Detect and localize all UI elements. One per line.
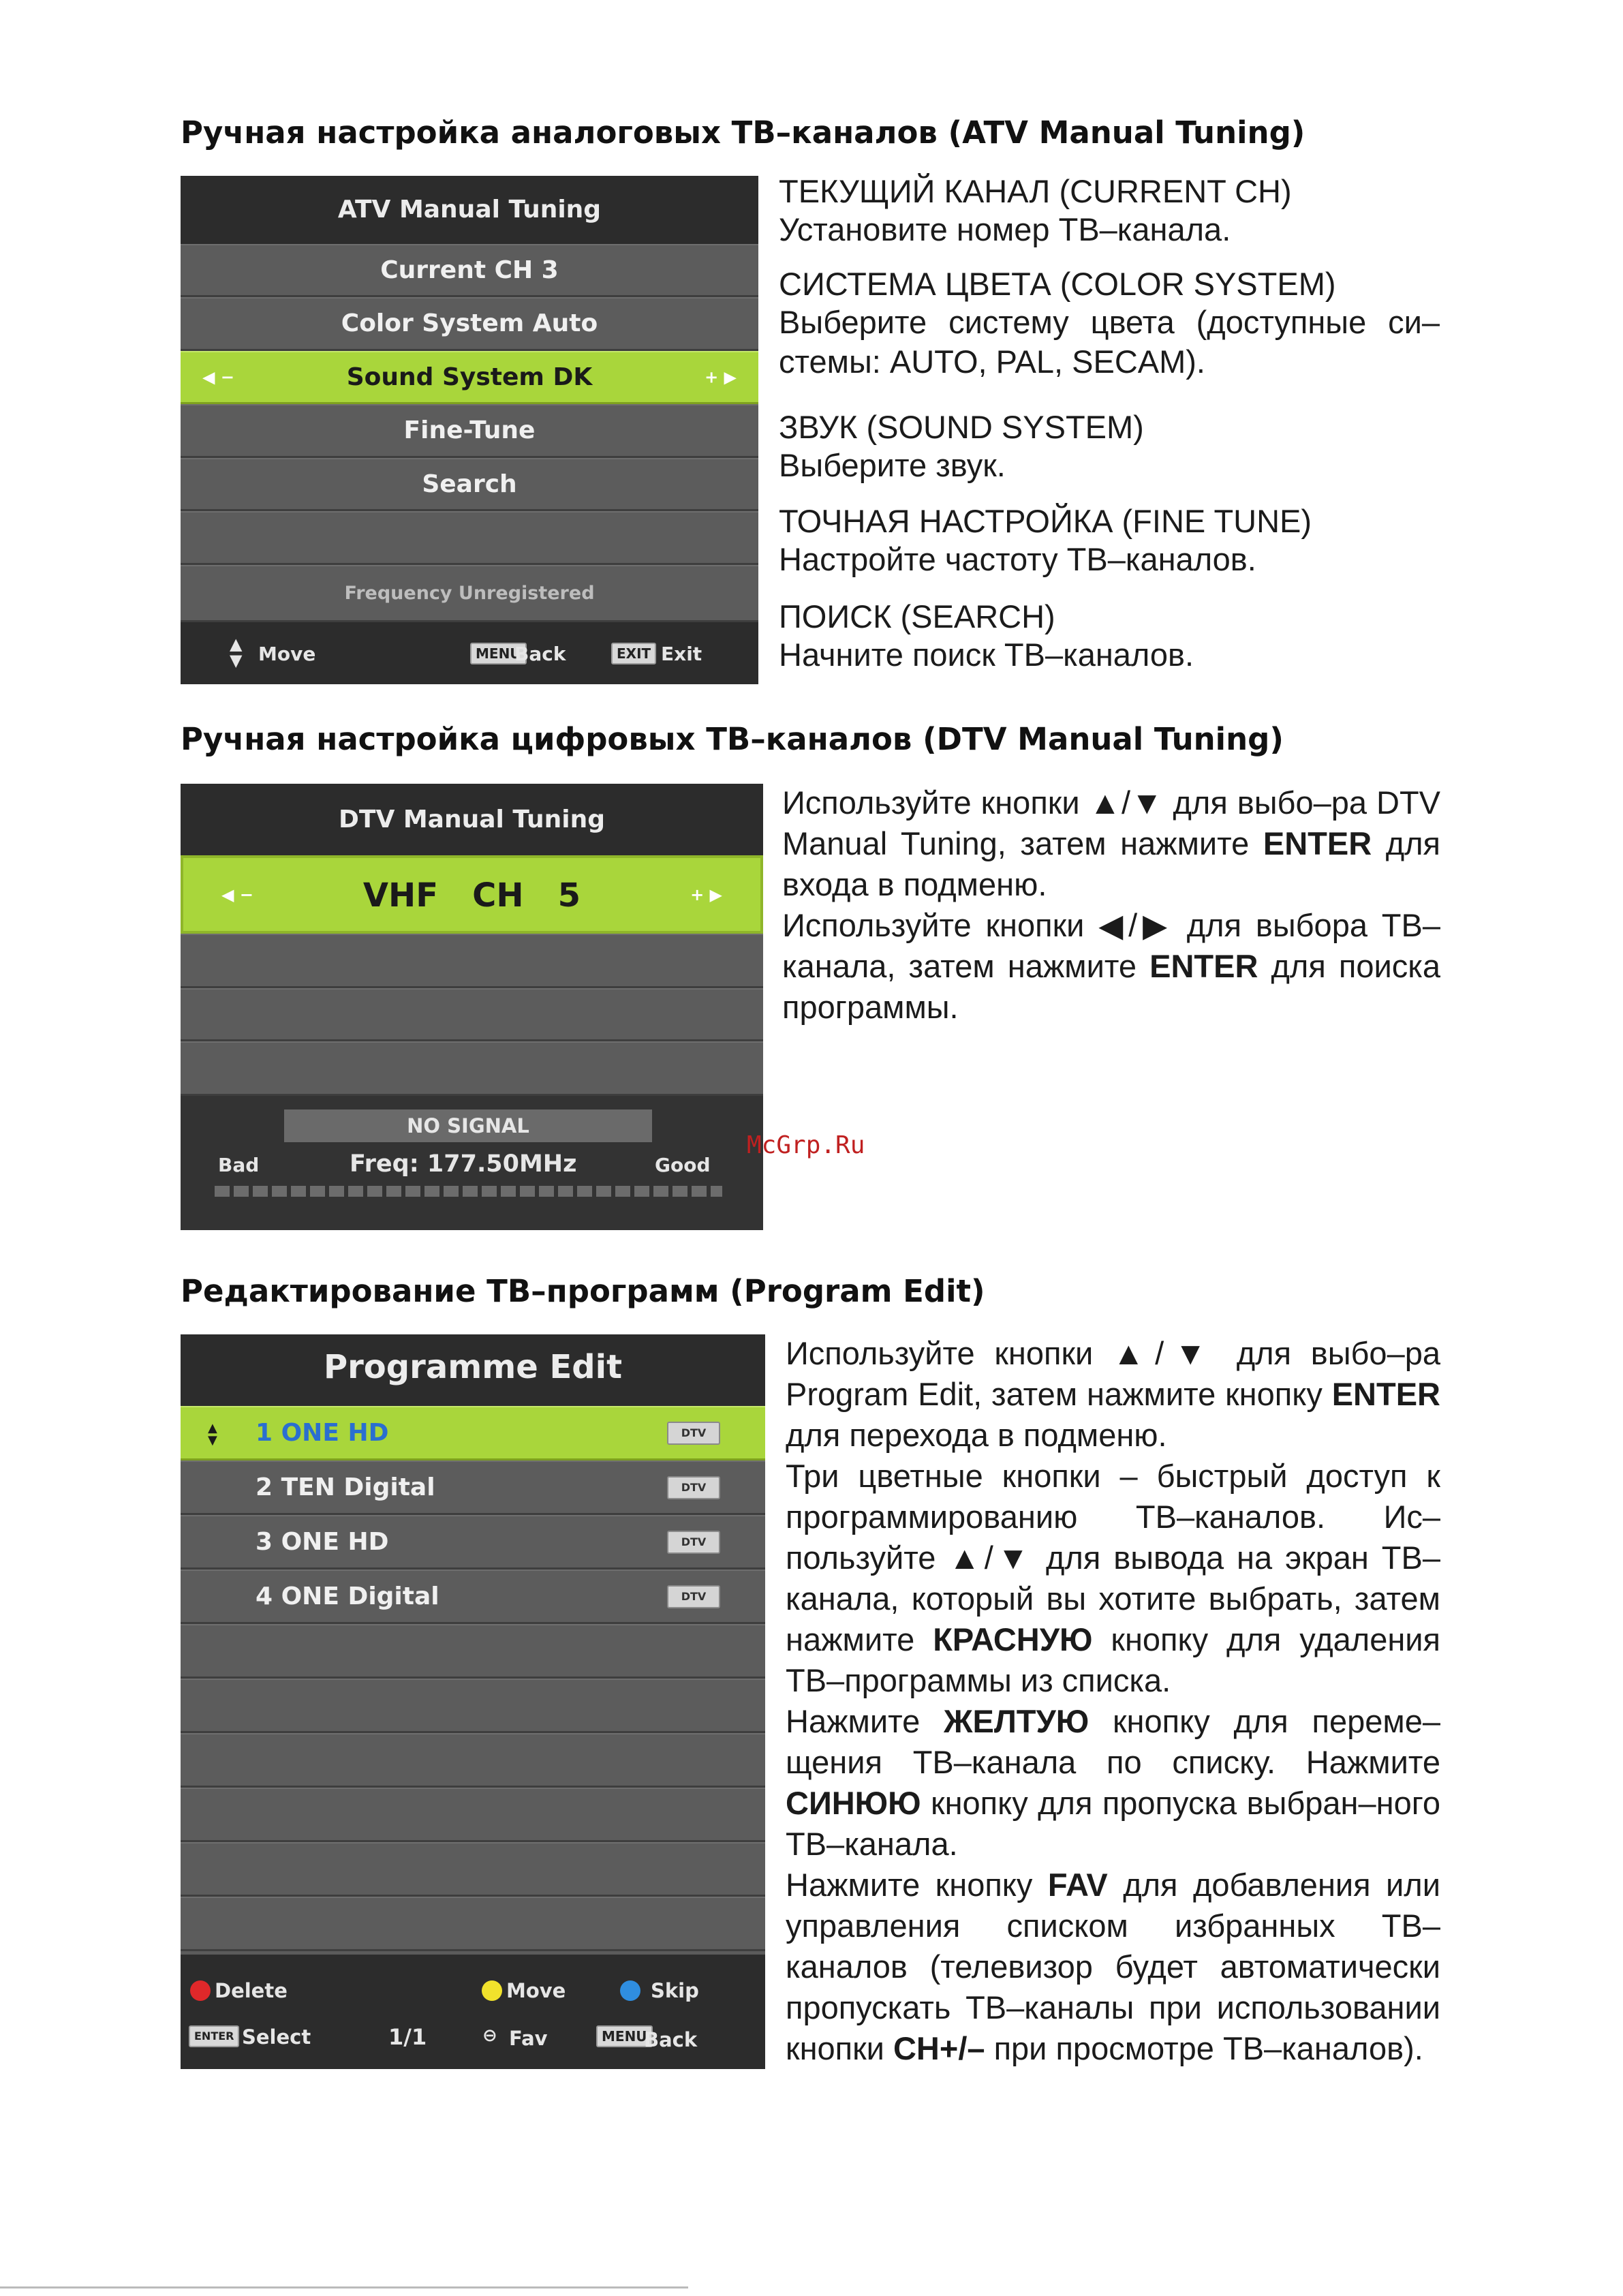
dtv-empty-row xyxy=(181,1041,763,1096)
program-edit-description xyxy=(786,1333,1440,2069)
fine-tune-body: Настройте частоту ТВ–каналов. xyxy=(779,541,1256,577)
fav-label[interactable]: Fav xyxy=(509,2027,548,2050)
atv-menu-panel xyxy=(181,176,758,684)
atv-menu-title: ATV Manual Tuning xyxy=(181,176,758,244)
blue-button-icon xyxy=(620,1980,640,2001)
atv-item-label: Sound System DK xyxy=(346,363,593,391)
edit-p3-tail: кнопку для пропуска выбран–ного ТВ–канала. xyxy=(786,1785,1440,1862)
edit-p2-tail: кнопку для удаления ТВ–программы из списка. xyxy=(786,1621,1440,1698)
left-arrow-minus-icon: ◀ − xyxy=(221,885,253,904)
program-row[interactable] xyxy=(181,1406,765,1460)
enter-key-icon: ENTER xyxy=(189,2025,239,2047)
edit-p3-blue: СИНЮЮ xyxy=(786,1785,921,1821)
edit-p4-text: Нажмите кнопку xyxy=(786,1867,1048,1903)
dtv-p2-enter: ENTER xyxy=(1149,948,1258,984)
edit-p3-yellow: ЖЕЛТУЮ xyxy=(944,1703,1089,1739)
heading-atv: Ручная настройка аналоговых ТВ–каналов (ATV Manual Tuning) xyxy=(181,114,1305,151)
dtv-empty-row xyxy=(181,934,763,988)
program-empty-row xyxy=(181,1842,765,1897)
color-system-body: Выберите систему цвета (доступные си–стемы: AUTO, PAL, SECAM). xyxy=(779,304,1440,380)
plus-right-arrow-icon: + ▶ xyxy=(705,367,737,386)
footer-move-label: Move xyxy=(258,643,316,665)
up-down-arrow-icon: ▲ ▼ xyxy=(230,634,243,670)
menu-key-icon: MENU xyxy=(596,2025,653,2047)
dtv-p2-text: Используйте кнопки ◀/▶ для выбора ТВ–канала, затем нажмите xyxy=(782,907,1440,984)
bottom-rule xyxy=(0,2286,688,2289)
program-name: 1 ONE HD xyxy=(256,1419,389,1447)
atv-item-sound-system[interactable] xyxy=(181,351,758,404)
dtv-channel-row[interactable] xyxy=(181,855,763,934)
footer-back-label[interactable]: Back xyxy=(514,643,566,665)
skip-label[interactable]: Skip xyxy=(651,1979,699,2002)
footer-exit-label[interactable]: Exit xyxy=(661,643,702,665)
program-empty-row xyxy=(181,1679,765,1733)
program-name: 2 TEN Digital xyxy=(256,1473,435,1501)
program-row[interactable] xyxy=(181,1570,765,1624)
program-edit-panel xyxy=(181,1334,765,2069)
edit-p4-tail: при просмотре ТВ–каналов). xyxy=(985,2030,1423,2066)
yellow-button-icon xyxy=(482,1980,502,2001)
atv-item-fine-tune[interactable] xyxy=(181,404,758,458)
current-ch-body: Установите номер ТВ–канала. xyxy=(779,211,1231,247)
program-name: 3 ONE HD xyxy=(256,1528,389,1556)
dtv-menu-title: DTV Manual Tuning xyxy=(181,784,763,855)
dtv-empty-row xyxy=(181,988,763,1041)
program-name: 4 ONE Digital xyxy=(256,1582,439,1610)
left-arrow-minus-icon: ◀ − xyxy=(202,367,234,386)
dtv-p1-text: Используйте кнопки ▲/▼ для выбо–ра DTV Manual Tuning, затем нажмите xyxy=(782,784,1440,861)
program-empty-row xyxy=(181,1624,765,1679)
dtv-p2-tail: для поиска программы. xyxy=(782,948,1440,1025)
sound-system-body: Выберите звук. xyxy=(779,447,1006,483)
heading-edit: Редактирование ТВ–программ (Program Edit) xyxy=(181,1273,985,1309)
edit-p1-enter: ENTER xyxy=(1331,1376,1440,1412)
atv-item-color-system[interactable] xyxy=(181,297,758,351)
dtv-badge: DTV xyxy=(667,1422,720,1445)
dtv-p1-tail: для входа в подменю. xyxy=(782,825,1441,902)
edit-p1-tail: для перехода в подменю. xyxy=(786,1417,1167,1453)
program-empty-row xyxy=(181,1897,765,1951)
program-row[interactable] xyxy=(181,1515,765,1570)
up-down-arrow-icon: ▲ ▼ xyxy=(208,1421,217,1448)
atv-item-label: Fine-Tune xyxy=(403,416,536,444)
delete-label[interactable]: Delete xyxy=(215,1979,288,2002)
atv-item-label: Current CH 3 xyxy=(380,256,559,284)
signal-bad-label: Bad xyxy=(218,1154,260,1176)
move-label[interactable]: Move xyxy=(506,1979,566,2002)
edit-p4-fav: FAV xyxy=(1047,1867,1108,1903)
edit-p4-ch: CH+/– xyxy=(893,2030,985,2066)
atv-item-label: Color System Auto xyxy=(341,309,598,337)
fine-tune-title: ТОЧНАЯ НАСТРОЙКА (FINE TUNE) xyxy=(779,503,1312,539)
exit-key-icon: EXIT xyxy=(611,643,656,664)
edit-p4-mid: для добавления или управления списком избранных ТВ–каналов (телевизор будет автоматически пропускать ТВ–каналы при использовании кнопки xyxy=(786,1867,1440,2066)
dtv-channel-label: VHF CH 5 xyxy=(362,876,581,915)
dtv-p1-enter: ENTER xyxy=(1263,825,1372,861)
red-button-icon xyxy=(190,1980,211,2001)
back-label[interactable]: Back xyxy=(644,2028,698,2051)
current-ch-title: ТЕКУЩИЙ КАНАЛ (CURRENT CH) xyxy=(779,173,1292,209)
dtv-signal-footer xyxy=(181,1096,763,1230)
dtv-description xyxy=(782,782,1440,1028)
program-row[interactable] xyxy=(181,1460,765,1515)
search-body: Начните поиск ТВ–каналов. xyxy=(779,637,1194,673)
plus-right-arrow-icon: + ▶ xyxy=(690,885,722,904)
color-system-title: СИСТЕМА ЦВЕТА (COLOR SYSTEM) xyxy=(779,266,1336,302)
atv-status-row xyxy=(181,565,758,622)
program-edit-title: Programme Edit xyxy=(181,1334,765,1406)
sound-system-title: ЗВУК (SOUND SYSTEM) xyxy=(779,409,1144,445)
frequency-status: Frequency Unregistered xyxy=(344,583,595,604)
dtv-menu-panel xyxy=(181,784,763,1230)
dtv-badge: DTV xyxy=(667,1531,720,1554)
program-edit-footer xyxy=(181,1955,765,2069)
atv-item-label: Search xyxy=(422,470,517,498)
atv-item-search[interactable] xyxy=(181,458,758,511)
edit-p3-text: Нажмите xyxy=(786,1703,944,1739)
signal-good-label: Good xyxy=(655,1154,711,1176)
signal-strength-bar xyxy=(215,1186,722,1197)
atv-empty-row xyxy=(181,511,758,565)
edit-p3-mid: кнопку для переме–щения ТВ–канала по списку. Нажмите xyxy=(786,1703,1440,1780)
heading-dtv: Ручная настройка цифровых ТВ–каналов (DTV Manual Tuning) xyxy=(181,721,1284,757)
watermark: McGrp.Ru xyxy=(747,1131,865,1159)
atv-item-current-ch[interactable] xyxy=(181,244,758,297)
fav-icon: ⊖ xyxy=(482,2025,497,2046)
edit-p2-text: Три цветные кнопки – быстрый доступ к программированию ТВ–каналов. Ис–пользуйте ▲/▼ для вывода на экран ТВ–канала, который вы хотите выбрать, затем нажмите xyxy=(786,1458,1440,1657)
no-signal-label: NO SIGNAL xyxy=(284,1109,652,1142)
dtv-badge: DTV xyxy=(667,1585,720,1608)
search-title: ПОИСК (SEARCH) xyxy=(779,598,1055,634)
edit-p2-red: КРАСНУЮ xyxy=(933,1621,1093,1657)
select-label[interactable]: Select xyxy=(242,2025,311,2049)
frequency-label: Freq: 177.50MHz xyxy=(350,1150,577,1178)
page-indicator: 1/1 xyxy=(388,2024,427,2050)
menu-key-icon: MENU xyxy=(470,643,527,664)
program-empty-row xyxy=(181,1733,765,1788)
program-empty-row xyxy=(181,1788,765,1842)
atv-menu-footer xyxy=(181,622,758,684)
edit-p1-text: Используйте кнопки ▲/▼ для выбо–ра Program Edit, затем нажмите кнопку xyxy=(786,1335,1440,1412)
dtv-badge: DTV xyxy=(667,1476,720,1499)
